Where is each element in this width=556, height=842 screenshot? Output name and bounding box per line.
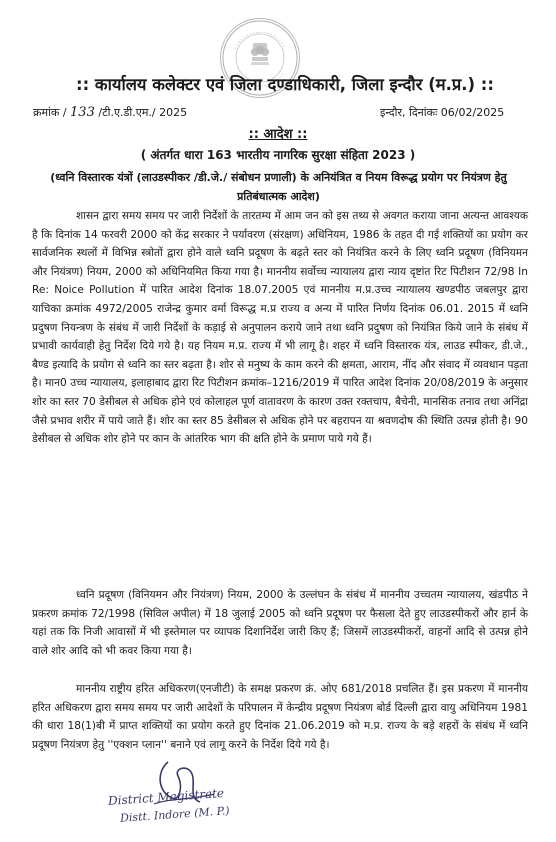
signatory-designation: District Magistrate (107, 785, 225, 809)
place-date: इन्दौर, दिनांकः 06/02/2025 (380, 106, 505, 119)
order-reference (33, 105, 187, 120)
order-subject: (ध्वनि विस्तारक यंत्रों (लाउडस्पीकर /डी.जे./ संबोधन प्रणाली) के अनियंत्रित व नियम विरूद्ध प्रयोग पर नियंत्रण हेतु प्रतिबंधात्मक आदेश) (50, 171, 507, 203)
order-ref-prefix: क्रमांक / (33, 106, 67, 119)
order-heading (0, 124, 556, 142)
order-ref-number: 133 (70, 105, 95, 120)
order-heading-text: :: आदेश :: (248, 127, 308, 142)
section-reference: ( अंतर्गत धारा 163 भारतीय नागरिक सुरक्षा संहिता 2023 ) (140, 148, 416, 162)
order-ref-suffix: /टी.ए.डी.एम./ 2025 (98, 106, 188, 119)
body-paragraph-3: माननीय राष्ट्रीय हरित अधिकरण(एनजीटी) के समक्ष प्रकरण क्रं. ओए 681/2018 प्रचलित हैं। इस प्रकरण में माननीय हरित अधिकरण द्वारा समय समय पर जारी आदेशों के परिपालन में केन्द्रीय प्रदूषण नियंत्रण बोर्ड दिल्ली द्वारा वायु अधिनियम 1981 की धारा 18(1)बी में प्राप्त शक्तियों का प्रयोग करते हुए दिनांक 21.06.2019 को म.प्र. राज्य के बड़े शहरों के संबंध में ध्वनि प्रदूषण नियंत्रण हेतु ''एक्शन प्लान'' बनाने एवं लागू करने के निर्देश दिये गये है। (32, 683, 528, 751)
office-title: :: कार्यालय कलेक्टर एवं जिला दण्डाधिकारी, जिला इन्दौर (म.प्र.) :: (75, 75, 495, 94)
signatory-district: Distt. Indore (M. P.) (119, 804, 231, 825)
body-paragraph-2: ध्वनि प्रदूषण (विनियमन और नियंत्रण) नियम, 2000 के उल्लंघन के संबंध में माननीय उच्चतम न्यायालय, खंडपीठ ने प्रकरण क्रमांक 72/1998 (सिविल अपील) में 18 जुलाई 2005 को ध्वनि प्रदूषण पर फैसला देते हुए लाउडस्पीकरों और हार्न के यहां तक कि निजी आवासों में भी इस्तेमाल पर व्यापक दिशानिर्देश जारी किए हैं; जिसमें लाउडस्पीकरों, वाहनों आदि से उत्पन्न होने वाले शोर आदि को भी कवर किया गया है। (32, 589, 528, 657)
body-paragraph-1: शासन द्वारा समय समय पर जारी निर्देशों के तारतम्य में आम जन को इस तथ्य से अवगत कराया जाना अत्यन्त आवश्यक है कि दिनांक 14 फरवरी 2000 को केंद्र सरकार ने पर्यावरण (संरक्षण) अधिनियम, 1986 के तहत दी गई शक्तियों का प्रयोग कर सार्वजनिक स्थलों में विभिन्न स्त्रोतों द्वारा होने वाले ध्वनि प्रदूषण के बढ़ते स्तर को नियंत्रित करने के लिए ध्वनि प्रदूषण (विनियमन और नियंत्रण) नियम, 2000 को अधिनियमित किया गया है। माननीय सर्वोच्च न्यायालय द्वारा न्याय दृष्टांत रिट पिटीशन 72/98 In Re: Noice Pollution में पारित आदेश दिनांक 18.07.2005 एवं माननीय म.प्र.उच्च न्यायालय खण्डपीठ जबलपुर द्वारा याचिका क्रमांक 4972/2005 राजेन्द्र कुमार वर्मा विरूद्ध म.प्र राज्य व अन्य में पारित निर्णय दिनांक 06.01. 2015 में ध्वनि प्रदुषण नियन्त्रण के संबंध में जारी निर्देशों के कड़ाई से अनुपालन कराये जाने तथा ध्वनि प्रदुषण को नियंत्रित किये जाने के संबंध में प्रभावी कार्यवाही हेतु निर्देश दिये गये है। यह नियम म.प्र. राज्य में भी लागू है। शहर में ध्वनि विस्तारक यंत्र, लाउड स्पीकर, डी.जे., बैण्ड इत्यादि के प्रयोग से ध्वनि का स्तर बढ़ता है। शोर से मनुष्य के काम करने की क्षमता, आराम, नींद और संवाद में व्यवधान पड़ता है। मान0 उच्च न्यायालय, इलाहाबाद द्वारा रिट पिटीशन क्रमांक–1216/2019 में पारित आदेश दिनांक 20/08/2019 के अनुसार शोर का स्तर 70 डेसीबल से अधिक होने एवं कोलाहल पूर्ण वातावरण के कारण उक्त रक्तचाप, बैचेनी, मानसिक तनाव तथा अनिंद्रा जैसे प्रभाव शरीर में पाये जाते हैं। शोर का स्तर 85 डेसीबल से अधिक होने पर बहरापन या श्रवणदोष की स्थिति उत्पन्न होती है। 90 डेसीबल से अधिक शोर होने पर कान के आंतरिक भाग की क्षति होने के प्रमाण पाये गये हैं। (32, 210, 528, 446)
